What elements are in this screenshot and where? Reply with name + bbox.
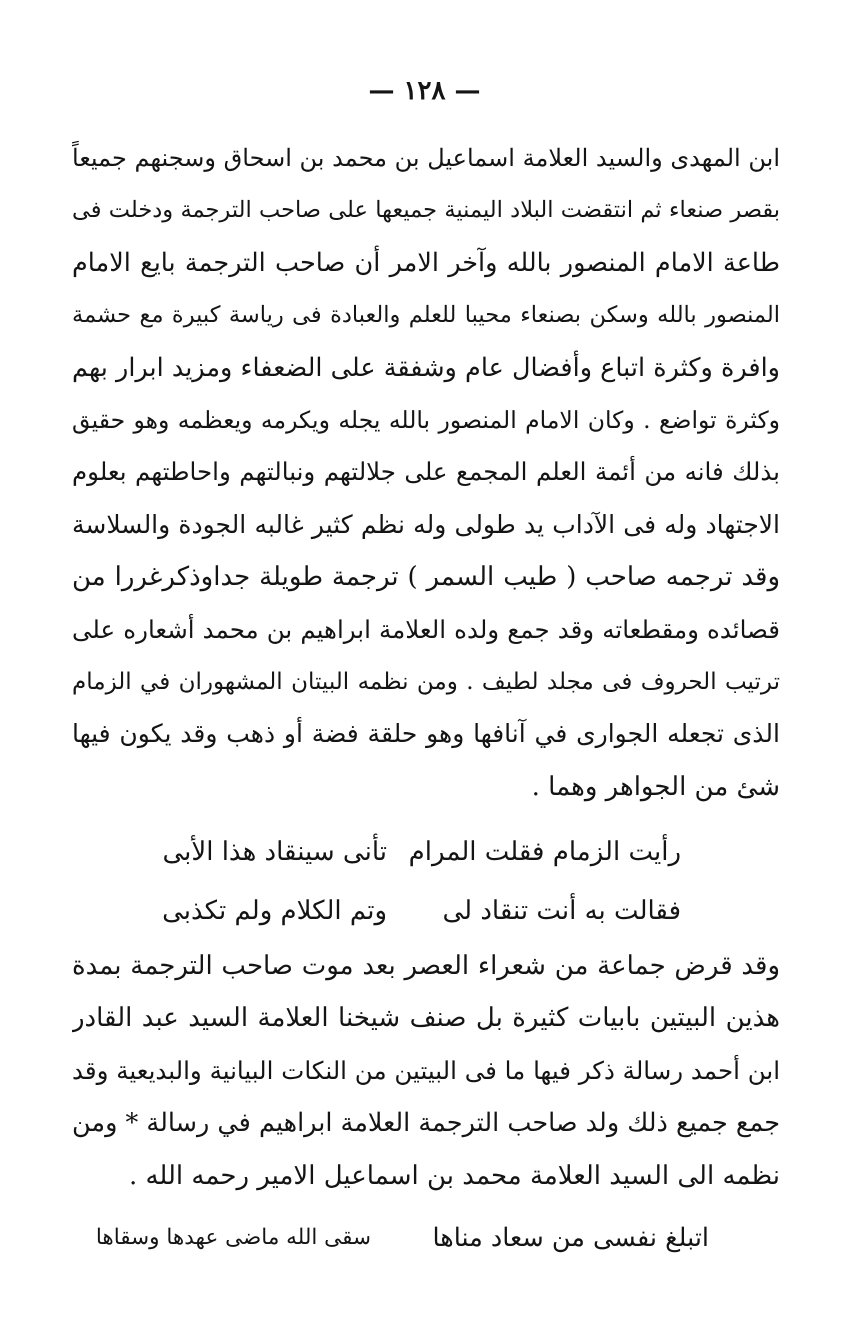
paragraph-biography: [72, 132, 780, 813]
verse-first-hemistich: فقالت به أنت تنقاد لى: [442, 896, 681, 926]
text-line: جمع جميع ذلك ولد صاحب الترجمة العلامة ابراهيم في رسالة * ومن: [72, 1108, 780, 1139]
verse-first-hemistich: رأيت الزمام فقلت المرام: [408, 837, 681, 867]
text-line: بذلك فانه من أئمة العلم المجمع على جلالتهم ونبالتهم واحاطتهم بعلوم: [72, 457, 780, 487]
text-line: ابن المهدى والسيد العلامة اسماعيل بن محمد بن اسحاق وسجنهم جميعاً: [72, 144, 780, 172]
text-line: هذين البيتين بابيات كثيرة بل صنف شيخنا العلامة السيد عبد القادر: [72, 1003, 780, 1034]
text-line: وافرة وكثرة اتباع وأفضال عام وشفقة على الضعفاء ومزيد ابرار بهم: [72, 352, 780, 383]
text-line: شئ من الجواهر وهما .: [531, 771, 780, 802]
text-line: الاجتهاد وله فى الآداب يد طولى وله نظم كثير غالبه الجودة والسلاسة: [72, 509, 780, 539]
text-line: وكثرة تواضع . وكان الامام المنصور بالله يجله ويكرمه ويعظمه وهو حقيق: [72, 405, 780, 434]
text-line: وقد قرض جماعة من شعراء العصر بعد موت صاحب الترجمة بمدة: [72, 951, 780, 981]
verse-second-hemistich: تأنى سينقاد هذا الأبى: [162, 837, 387, 867]
verse-second-hemistich: سقى الله ماضى عهدها وسقاها: [95, 1225, 371, 1250]
text-line: طاعة الامام المنصور بالله وآخر الامر أن صاحب الترجمة بايع الامام: [72, 247, 780, 278]
poem-verse: [0, 1212, 849, 1264]
text-line: وقد ترجمه صاحب ( طيب السمر ) ترجمة طويلة جداوذكرغررا من: [72, 562, 780, 593]
page-number: — ١٢٨ —: [368, 76, 481, 106]
text-line: المنصور بالله وسكن بصنعاء محيبا للعلم والعبادة فى رياسة كبيرة مع حشمة: [72, 302, 780, 329]
verse-first-hemistich: اتبلغ نفسى من سعاد مناها: [432, 1223, 709, 1253]
text-line: الذى تجعله الجوارى في آنافها وهو حلقة فضة أو ذهب وقد يكون فيها: [72, 719, 780, 749]
text-line: ابن أحمد رسالة ذكر فيها ما فى البيتين من النكات البيانية والبديعية وقد: [72, 1055, 780, 1085]
text-line: قصائده ومقطعاته وقد جمع ولده العلامة ابراهيم بن محمد أشعاره على: [72, 614, 780, 644]
verse-second-hemistich: وتم الكلام ولم تكذبى: [162, 896, 387, 926]
paragraph-commentary: [72, 940, 780, 1202]
text-line: نظمه الى السيد العلامة محمد بن اسماعيل الامير رحمه الله .: [128, 1160, 780, 1191]
text-line: بقصر صنعاء ثم انتقضت البلاد اليمنية جميعها على صاحب الترجمة ودخلت فى: [72, 197, 780, 224]
text-line: ترتيب الحروف فى مجلد لطيف . ومن نظمه البيتان المشهوران في الزمام: [72, 668, 780, 695]
poem-verse: [0, 826, 849, 878]
poem-verse: [0, 885, 849, 937]
